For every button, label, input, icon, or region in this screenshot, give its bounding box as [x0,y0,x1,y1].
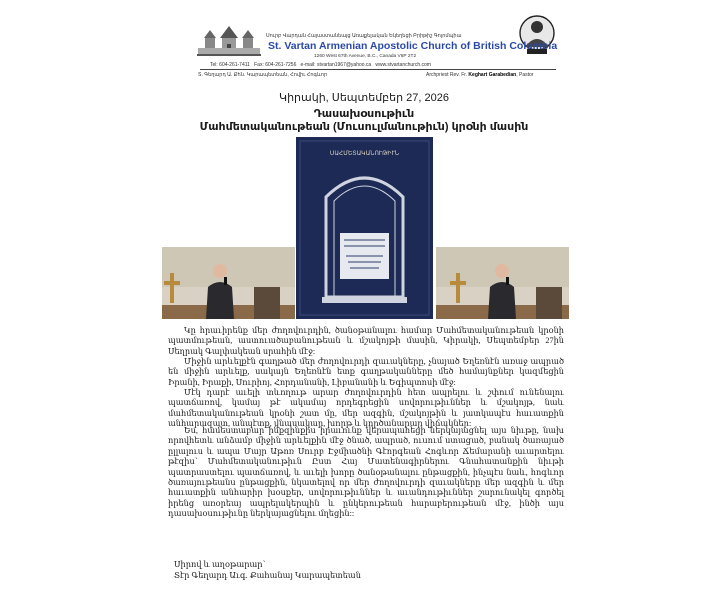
letterhead-armenian-name: Սուրբ Վարդան Հայաստանեայց Առաքելական Եկեղեցի Բրիթիշ Գոլոմպիա [266,33,462,39]
pastor-name: Keghart Garabedian [468,72,517,78]
church-contacts [210,62,431,68]
book-cover-title: ՍԱՀՄԵՏԱԿԱՆՈՒԹԻՒՆ [329,151,400,157]
letterhead-divider [200,69,556,70]
speaker-photo-left [162,247,295,319]
church-email: e-mail: stvartan1967@yahoo.ca [300,62,372,68]
church-name: St. Vartan Armenian Apostolic Church of British Columbia [268,40,558,52]
paragraph-motivation: Ես, համեստաբար ինքզինքիս իրաւունք վերապահեցի ներկայացնել այս նիւթը, նախ որովհետև անձամբ միջին արևելքին մէջ ծնած, ապրած, ուսում ստացած, բանակ ծառայած ըլլալուս և ապա Մայր Աթոռ Սուրբ Էջմիածնի Գէորգեան Հոգևոր Ճեմարանի աւարտելու թէզիս՝ Մահմետականութիւն Ըստ Հայ Մատենագիրներու Գնահատանքին նիւթի պատրաստելու պատճառով, և աւելի խորը ծանօթանալու ընթացքին, ինչպէս նաև, հոգևոր ծառայութեանս ընթացքին, նկատելով որ մեր ժողովուրդի զաւակները մեր ազգին և մեր հաւատքին անհարիր խօսքեր, սովորութիւններ և աւանդութիւններ շարունակել գործել իրենց առօրեայ ապրելակերպին և ընկերութեան հարաբերութեան մէջ, ինծի այս դասախօսութիւնը ներկայացնելու մղեցին:: [168,426,564,519]
church-building-icon [196,24,262,60]
church-address-line1: 1260 West 67th Avenue, B.C., Canada V6P 2T2 [314,54,417,59]
event-date: Կիրակի, Սեպտեմբեր 27, 2026 [279,92,449,104]
paragraph-influence: Մէկ դարէ աւելի տևողութ արար ժողովուրդին հետ ապրելու և շփում ունենալու պատճառով, կամայ թէ ակամայ որդեգրեցին սովորութիւններ և մշակոյթ, նաև մահմետականութեան կրօնի շատ մը, մեր ազգին, մշակոյթին և յատկապէս հաւատքին անհարազատ, անպէտք, վնասակար, խորթ և կործանարար վիճակներ: [168,388,564,429]
lecture-heading: Դասախօսութիւն [313,108,415,120]
pastor-title: Archpriest Rev. Fr. [426,72,468,78]
church-telephone: Tel: 604-261-7411 [210,62,250,68]
paragraph-history: Միջին արևելքէն գաղթած մեր ժողովուրդի զաւակները, չնայած Եղեռնէն առաջ ապրած են միջին արևելք, սակայն Եղեռնէն ետք գաղթականները մեծ համայնքներ կազմեցին Իրանի, Իրաքի, Սուրիոյ, Հորդանանի, Լիբանանի և Եգիպտոսի մէջ: [168,357,564,387]
book-cover-photo [296,137,433,319]
speaker-photo-right [436,247,569,319]
church-address [314,54,416,60]
church-website: www.stvartanchurch.com [375,62,431,68]
signature-closing: Սիրով և աղօթարար՝ [174,560,266,569]
paragraph-invitation: Կը հրաւիրենք մեր ժողովուրդին, ծանօթանալու համար Մահմետականութեան կրօնի պատմութեան, աստուածաբանութեան և մշակոյթի մասին, Կիրակի, Սեպտեմբեր 27ին Սեղրակ Գալփակեան սրահին մէջ: [168,326,564,356]
signature-name: Տէր Գեղարդ Աւգ. Քահանայ Կարապետեան [174,571,361,580]
church-fax: Fax: 604-261-7256 [254,62,297,68]
pastor-armenian: Տ. Գեղարդ Ա. Քհն. Կարապետեան, Հովիւ Հոգևոր [198,72,328,78]
pastor-english [426,72,533,78]
pastor-role: , Pastor [516,72,534,78]
lecture-topic: Մահմետականութեան (Մուսուլմանութիւն) կրօնի մասին [199,121,529,133]
